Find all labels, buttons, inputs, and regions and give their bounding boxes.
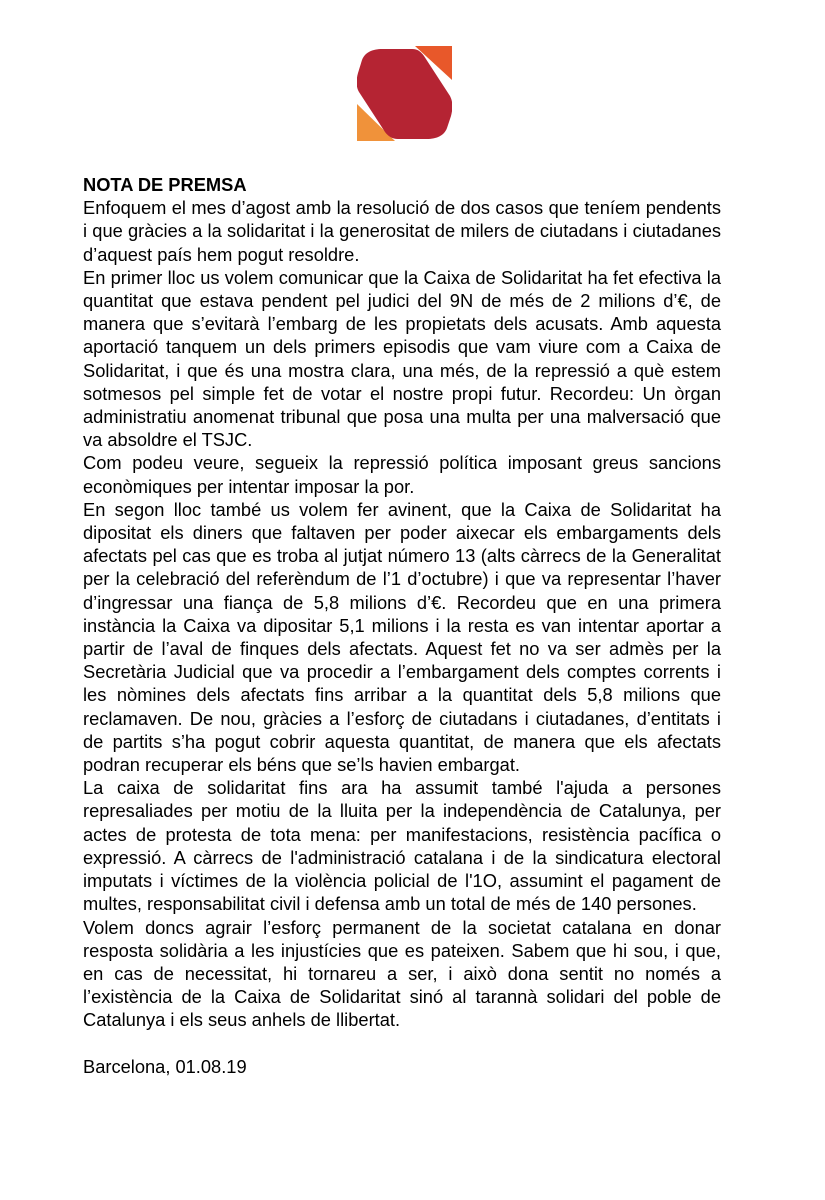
- caixa-de-solidaritat-logo: [357, 46, 452, 141]
- paragraph-solidarity-aid: La caixa de solidaritat fins ara ha assumit també l'ajuda a persones represaliades per motiu de la lluita per la independència de Catalunya, per actes de protesta de tota mena: per manifestacions, resistència pacífica o expressió. A càrrecs de l'administració catalana i de la sindicatura electoral imputats i víctimes de la violència policial de l'1O, assumint el pagament de multes, responsabilitat civil i defensa amb un total de més de 140 persones.: [83, 777, 721, 915]
- paragraph-intro: Enfoquem el mes d’agost amb la resolució de dos casos que teníem pendents i que gràcies a la solidaritat i la generositat de milers de ciutadans i ciutadanes d’aquest país hem pogut resoldre.: [83, 197, 721, 265]
- paragraph-thanks: Volem doncs agrair l’esforç permanent de la societat catalana en donar resposta solidària a les injustícies que es pateixen. Sabem que hi sou, i que, en cas de necessitat, hi tornareu a ser, i això dona sentit no només a l’existència de la Caixa de Solidaritat sinó al tarannà solidari del poble de Catalunya i els seus anhels de llibertat.: [83, 916, 721, 1031]
- paragraph-court-13-case: En segon lloc també us volem fer avinent, que la Caixa de Solidaritat ha dipositat els diners que faltaven per poder aixecar els embargaments dels afectats pel cas que es troba al jutjat número 13 (alts càrrecs de la Generalitat per la celebració del referèndum de l’1 d’octubre) i que va representar l’haver d’ingressar una fiança de 5,8 milions d’€. Recordeu que en una primera instància la Caixa va dipositar 5,1 milions i la resta es van intentar aportar a partir de l’aval de finques dels afectats. Aquest fet no va ser admès per la Secretària Judicial que va procedir a l’embargament dels comptes corrents i les nòmines dels afectats fins arribar a la quantitat dels 5,8 milions que reclamaven. De nou, gràcies a l’esforç de ciutadans i ciutadanes, d’entitats i de partits s’ha pogut cobrir aquesta quantitat, de manera que els afectats podran recuperar els béns que se’ls havien embargat.: [83, 498, 721, 776]
- paragraph-9n-case: En primer lloc us volem comunicar que la Caixa de Solidaritat ha fet efectiva la quantitat que estava pendent pel judici del 9N de més de 2 milions d’€, de manera que s’evitarà l’embarg de les propietats dels acusats. Amb aquesta aportació tanquem un dels primers episodis que vam viure com a Caixa de Solidaritat, i que és una mostra clara, una més, de la repressió a què estem sotmesos pel simple fet de votar el nostre propi futur. Recordeu: Un òrgan administratiu anomenat tribunal que posa una multa per una malversació que va absoldre el TSJC.: [83, 266, 721, 451]
- dateline: Barcelona, 01.08.19: [83, 1055, 247, 1077]
- press-release: [83, 173, 721, 1078]
- paragraph-repression: Com podeu veure, segueix la repressió política imposant greus sancions econòmiques per intentar imposar la por.: [83, 452, 721, 497]
- document-title: NOTA DE PREMSA: [83, 174, 247, 195]
